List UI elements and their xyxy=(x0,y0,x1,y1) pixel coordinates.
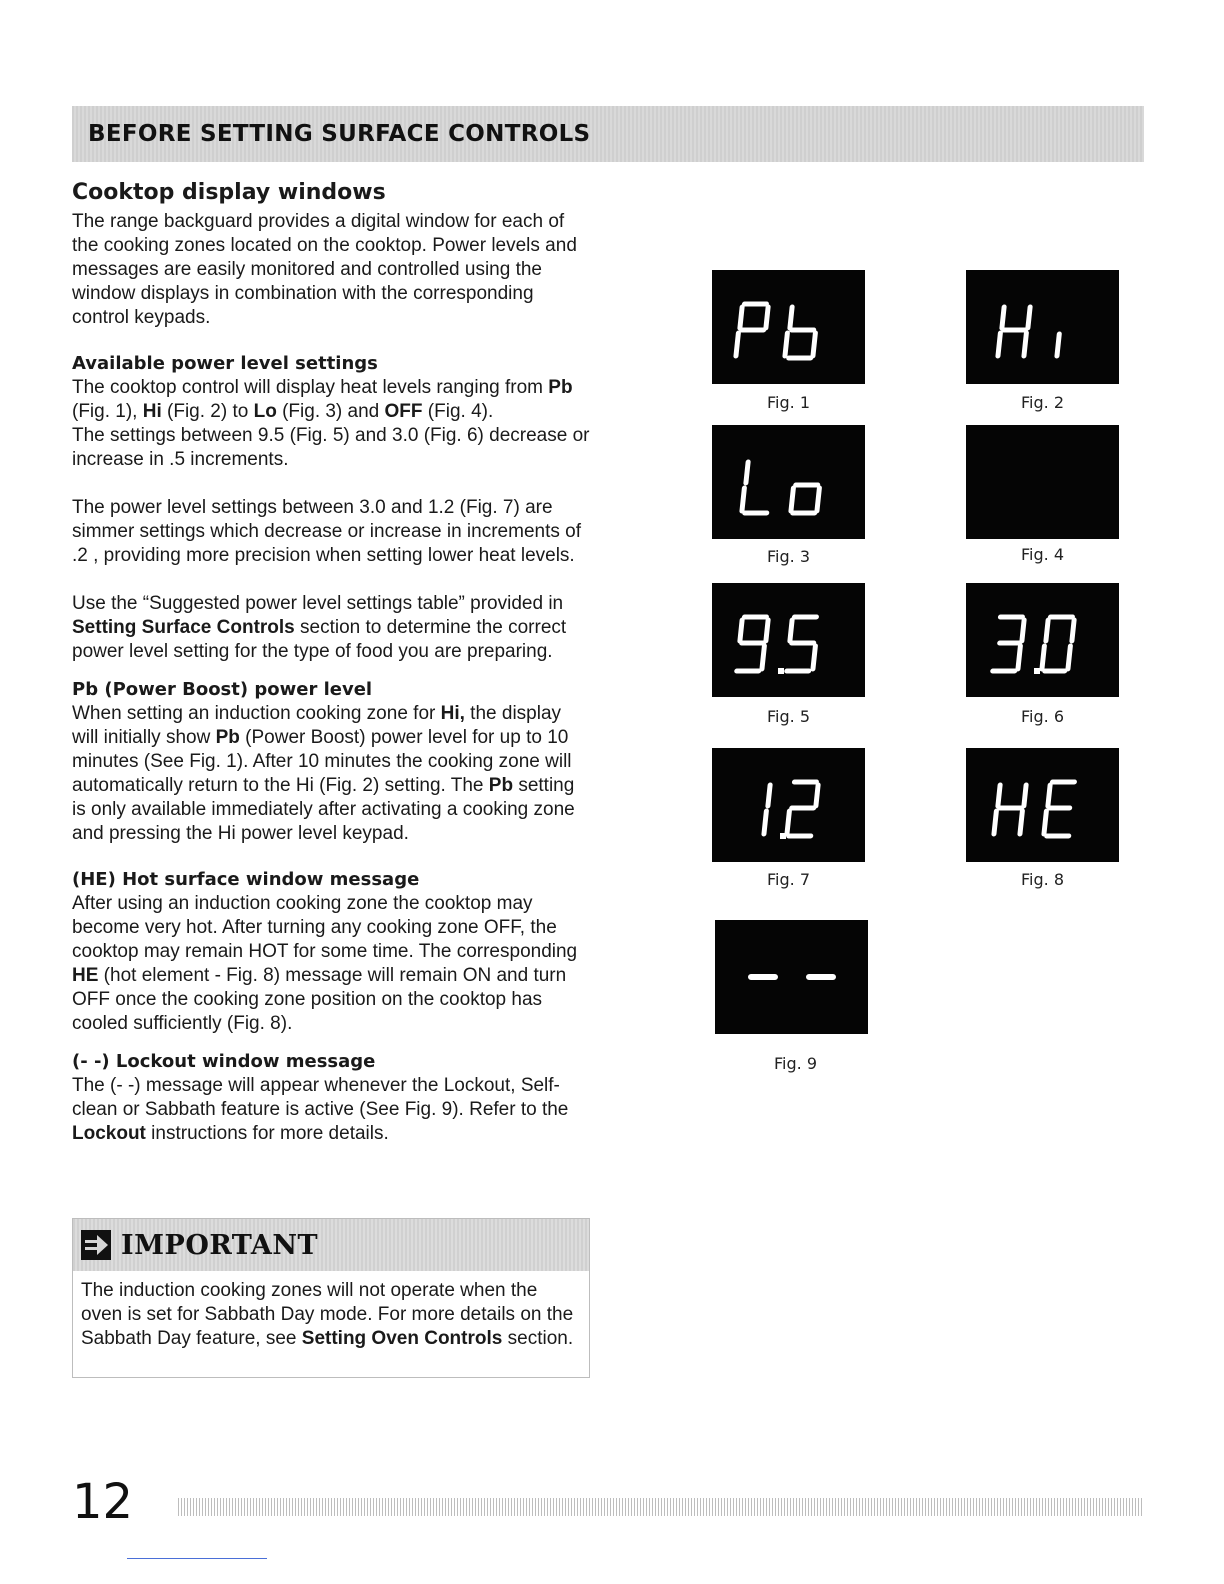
figure-caption: Fig. 5 xyxy=(767,707,810,726)
figure-caption: Fig. 3 xyxy=(767,547,810,566)
footer-rule xyxy=(178,1498,1144,1516)
available-p2: The settings between 9.5 (Fig. 5) and 3.0 (Fig. 6) decrease or increase in .5 increments. xyxy=(72,425,590,470)
intro-paragraph: The range backguard provides a digital window for each of the cooking zones located on the cooktop. Power levels and messages are easily monitored and controlled using the window displays in combination with the corresponding control keypads. xyxy=(72,211,577,328)
display-fig-7 xyxy=(712,748,865,862)
section-title: BEFORE SETTING SURFACE CONTROLS xyxy=(88,121,591,147)
important-box xyxy=(72,1218,590,1378)
figure-caption: Fig. 2 xyxy=(1021,393,1064,412)
hot-surface-heading: (HE) Hot surface window message xyxy=(72,869,420,890)
power-boost-heading: Pb (Power Boost) power level xyxy=(72,679,373,700)
available-p1: The cooktop control will display heat levels ranging from Pb (Fig. 1), Hi (Fig. 2) to Lo (Fig. 3) and OFF (Fig. 4). xyxy=(72,377,573,422)
figure-caption: Fig. 1 xyxy=(767,393,810,412)
important-text: The induction cooking zones will not operate when the oven is set for Sabbath Day mode. For more details on the Sabbath Day feature, see Setting Oven Controls section. xyxy=(81,1280,574,1349)
figure-caption: Fig. 9 xyxy=(774,1054,817,1073)
display-fig-3 xyxy=(712,425,865,539)
lockout-text: The (- -) message will appear whenever the Lockout, Self-clean or Sabbath feature is active (See Fig. 9). Refer to the Lockout instructions for more details. xyxy=(72,1075,569,1144)
page-heading: Cooktop display windows xyxy=(72,180,386,205)
section-banner xyxy=(72,106,1144,162)
display-fig-2 xyxy=(966,270,1119,384)
figure-caption: Fig. 6 xyxy=(1021,707,1064,726)
display-fig-1 xyxy=(712,270,865,384)
page-number: 12 xyxy=(72,1474,134,1530)
display-fig-6 xyxy=(966,583,1119,697)
display-fig-4 xyxy=(966,425,1119,539)
important-header xyxy=(73,1219,589,1271)
available-p4: Use the “Suggested power level settings table” provided in Setting Surface Controls section to determine the correct power level setting for the type of food you are preparing. xyxy=(72,593,567,662)
display-fig-9 xyxy=(715,920,868,1034)
available-settings-heading: Available power level settings xyxy=(72,353,378,374)
arrow-right-icon xyxy=(81,1230,111,1260)
lockout-heading: (- -) Lockout window message xyxy=(72,1051,376,1072)
figure-caption: Fig. 7 xyxy=(767,870,810,889)
main-column xyxy=(72,178,592,1146)
figure-caption: Fig. 8 xyxy=(1021,870,1064,889)
power-boost-text: When setting an induction cooking zone for Hi, the display will initially show Pb (Power Boost) power level for up to 10 minutes (See Fig. 1). After 10 minutes the cooking zone will automatically return to the Hi (Fig. 2) setting. The Pb setting is only available immediately after activating a cooking zone and pressing the Hi power level keypad. xyxy=(72,703,575,844)
figure-caption: Fig. 4 xyxy=(1021,545,1064,564)
link-underline xyxy=(127,1558,267,1559)
display-fig-8 xyxy=(966,748,1119,862)
hot-surface-text: After using an induction cooking zone the cooktop may become very hot. After turning any cooking zone OFF, the cooktop may remain HOT for some time. The corresponding HE (hot element - Fig. 8) message will remain ON and turn OFF once the cooking zone position on the cooktop has cooled sufficiently (Fig. 8). xyxy=(72,893,578,1034)
available-p3: The power level settings between 3.0 and 1.2 (Fig. 7) are simmer settings which decrease or increase in increments of .2 , providing more precision when setting lower heat levels. xyxy=(72,497,581,566)
display-fig-5 xyxy=(712,583,865,697)
important-title: IMPORTANT xyxy=(121,1229,319,1261)
